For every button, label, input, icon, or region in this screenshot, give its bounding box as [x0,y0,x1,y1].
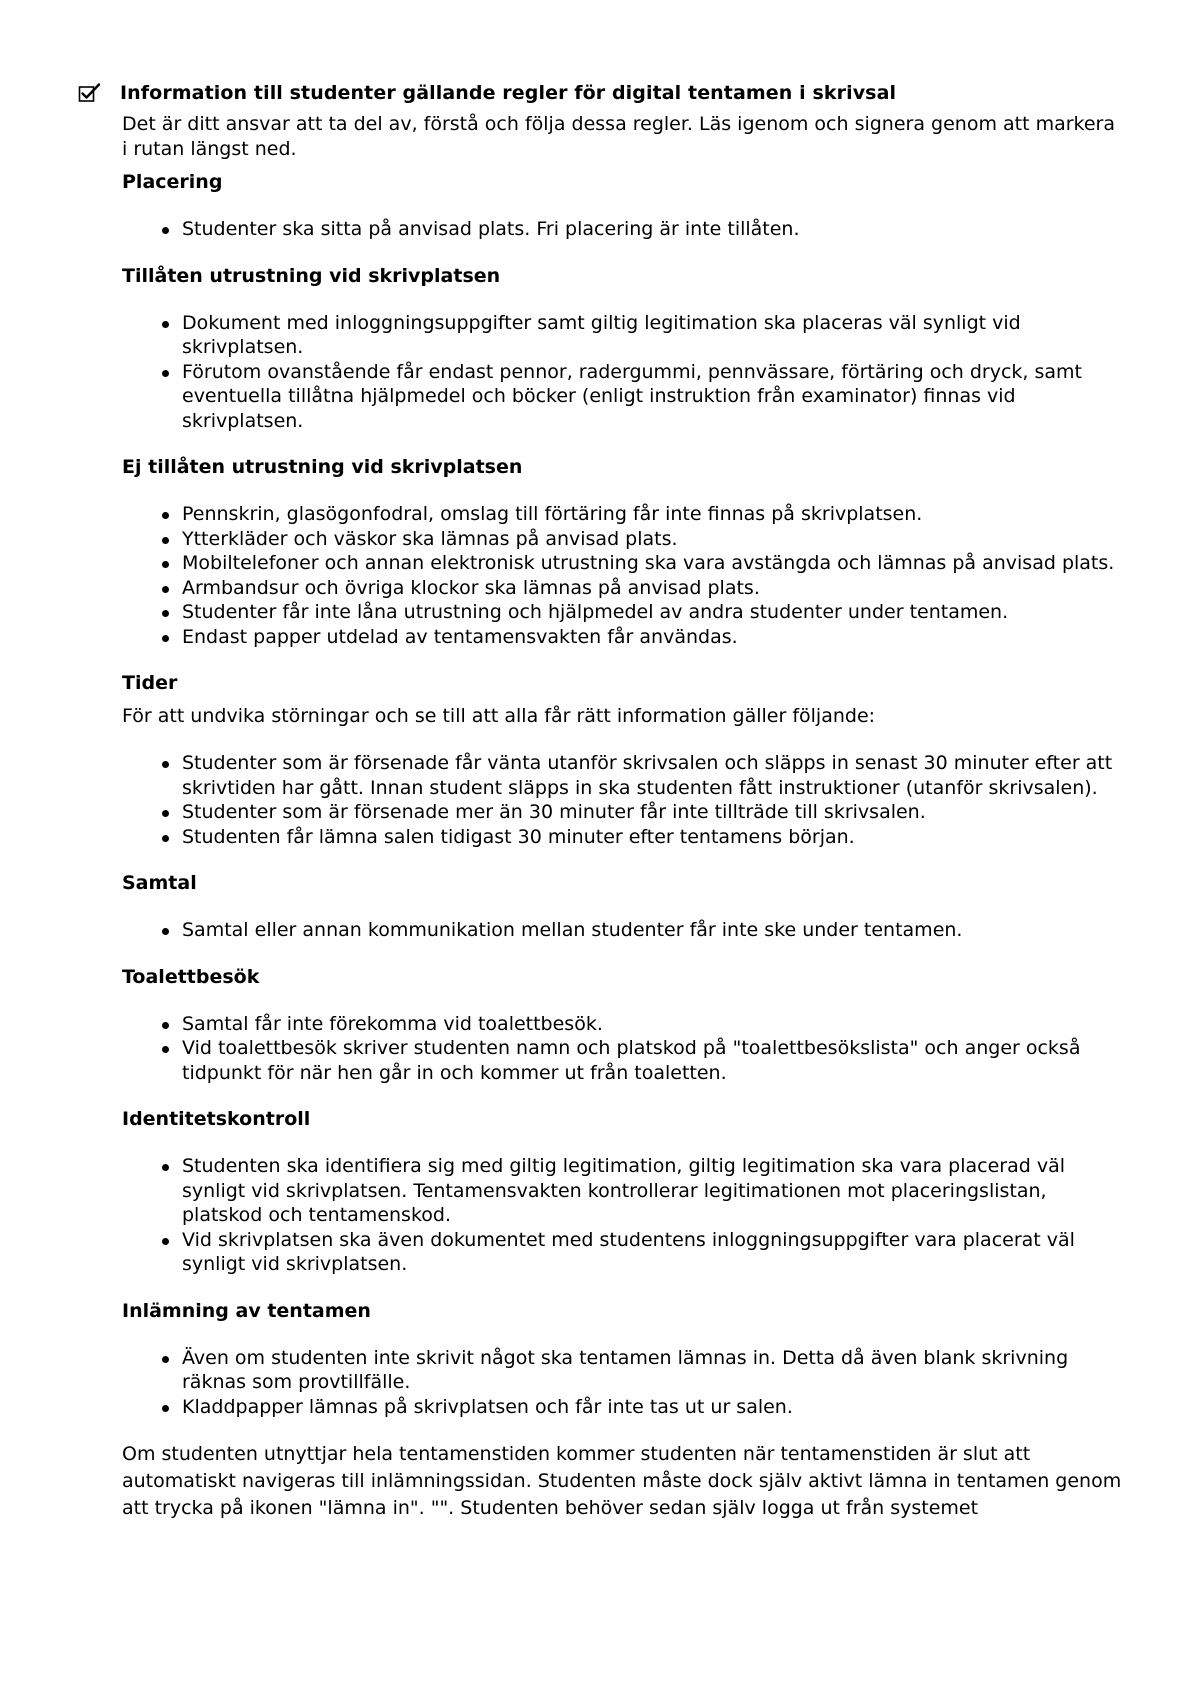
section-samtal [122,871,1122,943]
section-ej-tillaten-utrustning [122,455,1122,649]
list-item: Pennskrin, glasögonfodral, omslag till förtäring får inte finnas på skrivplatsen. [182,502,1122,527]
list-item: Vid toalettbesök skriver studenten namn och platskod på "toalettbesökslista" och anger också tidpunkt för när hen går in och kommer ut från toaletten. [182,1036,1122,1085]
list-item: Studenten ska identifiera sig med giltig legitimation, giltig legitimation ska vara placerad väl synligt vid skrivplatsen. Tentamensvakten kontrollerar legitimationen mot placeringslistan, platskod och tentamenskod. [182,1154,1122,1228]
section-heading: Inlämning av tentamen [122,1299,371,1322]
section-list [122,918,1122,943]
title-row [78,82,1118,104]
section-list [122,1346,1122,1420]
list-item: Studenter ska sitta på anvisad plats. Fri placering är inte tillåten. [182,217,1122,242]
list-item: Vid skrivplatsen ska även dokumentet med studentens inloggningsuppgifter vara placerat väl synligt vid skrivplatsen. [182,1228,1122,1277]
section-list [122,311,1122,434]
section-list [122,502,1122,649]
list-item: Mobiltelefoner och annan elektronisk utrustning ska vara avstängda och lämnas på anvisad plats. [182,551,1122,576]
list-item: Samtal eller annan kommunikation mellan studenter får inte ske under tentamen. [182,918,1122,943]
list-item: Studenter som är försenade får vänta utanför skrivsalen och släpps in senast 30 minuter efter att skrivtiden har gått. Innan student släpps in ska studenten fått instruktioner (utanför skrivsalen). [182,751,1122,800]
list-item: Dokument med inloggningsuppgifter samt giltig legitimation ska placeras väl synligt vid skrivplatsen. [182,311,1122,360]
section-placering [122,170,1122,242]
section-heading: Tider [122,672,178,694]
section-tillaten-utrustning [122,264,1122,434]
section-heading: Samtal [122,872,197,894]
list-item: Även om studenten inte skrivit något ska tentamen lämnas in. Detta då även blank skrivning räknas som provtillfälle. [182,1346,1122,1395]
section-list [122,751,1122,849]
section-list [122,1012,1122,1086]
section-heading: Placering [122,171,223,193]
list-item: Studenter får inte låna utrustning och hjälpmedel av andra studenter under tentamen. [182,600,1122,625]
section-list [122,217,1122,242]
list-item: Armbandsur och övriga klockor ska lämnas på anvisad plats. [182,576,1122,601]
list-item: Förutom ovanstående får endast pennor, radergummi, pennvässare, förtäring och dryck, samt eventuella tillåtna hjälpmedel och böcker (enligt instruktion från examinator) finnas vid skrivplatsen. [182,360,1122,434]
page-title: Information till studenter gällande regler för digital tentamen i skrivsal [120,82,897,104]
section-toalettbesok [122,965,1122,1086]
section-list [122,1154,1122,1277]
closing-text: Om studenten utnyttjar hela tentamenstiden kommer studenten när tentamenstiden är slut att automatiskt navigeras till inlämningssidan. Studenten måste dock själv aktivt lämna in tentamen genom att trycka på ikonen "lämna in". "". Studenten behöver sedan själv logga ut från systemet [122,1443,1122,1519]
section-heading: Ej tillåten utrustning vid skrivplatsen [122,456,523,478]
checkbox-checked-icon [78,82,102,104]
list-item: Endast papper utdelad av tentamensvakten får användas. [182,625,1122,650]
intro-text: Det är ditt ansvar att ta del av, förstå och följa dessa regler. Läs igenom och signera genom att markera i rutan längst ned. [122,113,1116,160]
list-item: Kladdpapper lämnas på skrivplatsen och får inte tas ut ur salen. [182,1395,1122,1420]
section-inlamning [122,1299,1122,1420]
list-item: Samtal får inte förekomma vid toalettbesök. [182,1012,1122,1037]
section-identitetskontroll [122,1107,1122,1277]
list-item: Studenten får lämna salen tidigast 30 minuter efter tentamens början. [182,825,1122,850]
section-heading: Tillåten utrustning vid skrivplatsen [122,264,501,287]
list-item: Studenter som är försenade mer än 30 minuter får inte tillträde till skrivsalen. [182,800,1122,825]
list-item: Ytterkläder och väskor ska lämnas på anvisad plats. [182,527,1122,552]
section-tider [122,671,1122,849]
content [122,110,1122,1522]
section-heading: Identitetskontroll [122,1108,311,1130]
section-text: För att undvika störningar och se till att alla får rätt information gäller följande: [122,705,876,727]
section-heading: Toalettbesök [122,965,260,988]
